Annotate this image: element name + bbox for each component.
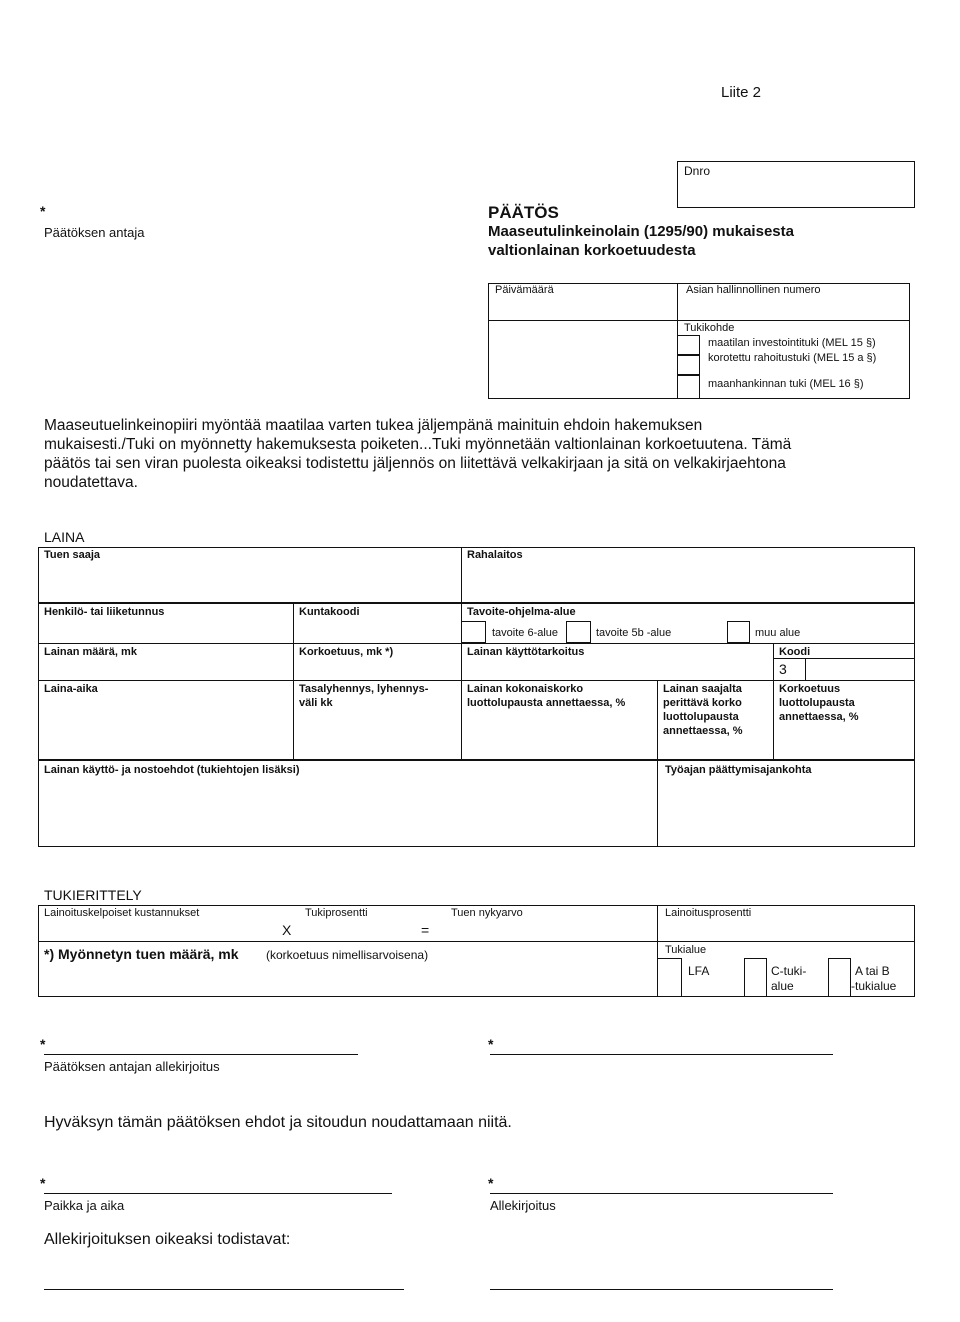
equals-sign: = xyxy=(421,922,430,938)
region-c-label-2: alue xyxy=(771,979,794,993)
interest-aid-label: Korkoetuus, mk *) xyxy=(299,646,394,658)
aid-percent-label: Tukiprosentti xyxy=(305,907,368,919)
code-value[interactable]: 3 xyxy=(779,661,787,677)
interest-aid-pct-label-2: luottolupausta xyxy=(779,697,855,709)
required-marker-3: * xyxy=(488,1036,494,1052)
amortization-label-1: Tasalyhennys, lyhennys- xyxy=(299,683,429,695)
c-region-checkbox[interactable] xyxy=(744,958,767,997)
interest-aid-pct-label-1: Korkoetuus xyxy=(779,683,841,695)
document-subtitle-1: Maaseutulinkeinolain (1295/90) mukaisesta xyxy=(488,223,794,240)
aid-target-label: Tukikohde xyxy=(684,322,735,334)
total-rate-label-2: luottolupausta annettaessa, % xyxy=(467,697,626,709)
intro-line-1: Maaseutuelinkeinopiiri myöntää maatilaa varten tukea jäljempänä mainituin ehdoin hakemuksen xyxy=(44,417,703,434)
aid-region-label: Tukialue xyxy=(665,944,707,956)
recipient-label: Tuen saaja xyxy=(44,549,101,561)
signature-label: Allekirjoitus xyxy=(490,1198,556,1213)
bank-label: Rahalaitos xyxy=(467,549,523,561)
aid-option-1: maatilan investointituki (MEL 15 §) xyxy=(708,337,876,349)
region-ab-label-1: A tai B xyxy=(855,964,890,978)
eligible-costs-label: Lainoituskelpoiset kustannukset xyxy=(44,907,200,919)
aid-option-checkbox-3[interactable] xyxy=(677,375,700,399)
loan-section-title: LAINA xyxy=(44,529,85,545)
area-6-label: tavoite 6-alue xyxy=(492,627,559,639)
required-marker-2: * xyxy=(40,1036,46,1052)
region-c-label-1: C-tuki- xyxy=(771,964,807,978)
signature-line[interactable] xyxy=(490,1193,833,1194)
dnro-field[interactable] xyxy=(677,161,915,208)
required-marker-4: * xyxy=(40,1175,46,1191)
required-marker-5: * xyxy=(488,1175,494,1191)
attachment-number: Liite 2 xyxy=(721,84,762,101)
grid-v1 xyxy=(293,603,294,760)
ab-region-checkbox[interactable] xyxy=(828,958,851,997)
region-ab-label-2: -tukialue xyxy=(851,979,897,993)
witnesses-label: Allekirjoituksen oikeaksi todistavat: xyxy=(44,1231,291,1248)
amortization-label-2: väli kk xyxy=(299,697,333,709)
recipient-divider xyxy=(461,547,462,603)
aid-spec-hline xyxy=(38,941,915,942)
place-date-line[interactable] xyxy=(44,1193,392,1194)
aid-option-checkbox-1[interactable] xyxy=(677,335,700,355)
loan-percent-label: Lainoitusprosentti xyxy=(665,907,752,919)
aid-option-2: korotettu rahoitustuki (MEL 15 a §) xyxy=(708,352,877,364)
code-divider xyxy=(773,658,915,659)
region-lfa-label: LFA xyxy=(688,964,710,978)
granted-amount-note: (korkoetuus nimellisarvoisena) xyxy=(266,948,429,962)
meta-divider xyxy=(488,320,678,321)
code-cell-line xyxy=(805,658,806,680)
charged-rate-label-2: perittävä korko xyxy=(663,697,742,709)
witness-line-1[interactable] xyxy=(44,1289,404,1290)
municipality-code-label: Kuntakoodi xyxy=(299,606,360,618)
present-value-label: Tuen nykyarvo xyxy=(451,907,523,919)
aid-option-checkbox-2[interactable] xyxy=(677,355,700,375)
area-5b-label: tavoite 5b -alue xyxy=(596,627,672,639)
meta-divider-right xyxy=(677,320,910,321)
target-program-label: Tavoite-ohjelma-alue xyxy=(467,606,576,618)
charged-rate-label-1: Lainan saajalta xyxy=(663,683,742,695)
total-rate-label-1: Lainan kokonaiskorko xyxy=(467,683,584,695)
loan-amount-label: Lainan määrä, mk xyxy=(44,646,137,658)
area-6-checkbox[interactable] xyxy=(461,621,486,643)
conditions-label: Lainan käyttö- ja nostoehdot (tukiehtojen lisäksi) xyxy=(44,764,300,776)
grid-h2 xyxy=(38,680,915,681)
document-title: PÄÄTÖS xyxy=(488,203,559,222)
loan-purpose-label: Lainan käyttötarkoitus xyxy=(467,646,585,658)
intro-line-4: noudatettava. xyxy=(44,474,138,491)
intro-line-2: mukaisesti./Tuki on myönnetty hakemuksesta poiketen...Tuki myönnetään valtionlainan korkoetuutena. Tämä xyxy=(44,436,792,453)
interest-aid-pct-label-3: annettaessa, % xyxy=(779,711,859,723)
loan-period-label: Laina-aika xyxy=(44,683,98,695)
code-label: Koodi xyxy=(779,646,811,658)
witness-line-2[interactable] xyxy=(490,1289,833,1290)
required-marker: * xyxy=(40,203,46,219)
deadline-label: Työajan päättymisajankohta xyxy=(665,764,812,776)
business-id-label: Henkilö- tai liiketunnus xyxy=(44,606,165,618)
conditions-divider xyxy=(657,760,658,847)
document-subtitle-2: valtionlainan korkoetuudesta xyxy=(488,242,696,259)
charged-rate-label-4: annettaessa, % xyxy=(663,725,743,737)
grid-v4 xyxy=(657,680,658,760)
charged-rate-label-3: luottolupausta xyxy=(663,711,739,723)
intro-line-3: päätös tai sen viran puolesta oikeaksi todistettu jäljennös on liitettävä velkakirjaan ja sitä on velkakirjaehtona xyxy=(44,455,786,472)
dnro-label: Dnro xyxy=(684,164,711,178)
grid-v3 xyxy=(773,643,774,760)
aid-spec-title: TUKIERITTELY xyxy=(44,887,142,903)
issuer-signature-label: Päätöksen antajan allekirjoitus xyxy=(44,1059,220,1074)
area-other-label: muu alue xyxy=(755,627,801,639)
area-other-checkbox[interactable] xyxy=(727,621,750,643)
area-5b-checkbox[interactable] xyxy=(566,621,591,643)
aid-option-3: maanhankinnan tuki (MEL 16 §) xyxy=(708,378,864,390)
grid-h1 xyxy=(38,643,915,644)
place-date-label: Paikka ja aika xyxy=(44,1198,125,1213)
granted-amount-label: *) Myönnetyn tuen määrä, mk xyxy=(44,946,239,962)
lfa-checkbox[interactable] xyxy=(657,958,682,997)
issuer-label: Päätöksen antaja xyxy=(44,225,145,240)
issuer-signature-line-2[interactable] xyxy=(490,1054,833,1055)
date-label: Päivämäärä xyxy=(495,284,554,296)
times-sign: X xyxy=(282,922,292,938)
issuer-signature-line[interactable] xyxy=(44,1054,358,1055)
case-number-label: Asian hallinnollinen numero xyxy=(686,284,821,296)
acceptance-text: Hyväksyn tämän päätöksen ehdot ja sitoudun noudattamaan niitä. xyxy=(44,1114,512,1131)
